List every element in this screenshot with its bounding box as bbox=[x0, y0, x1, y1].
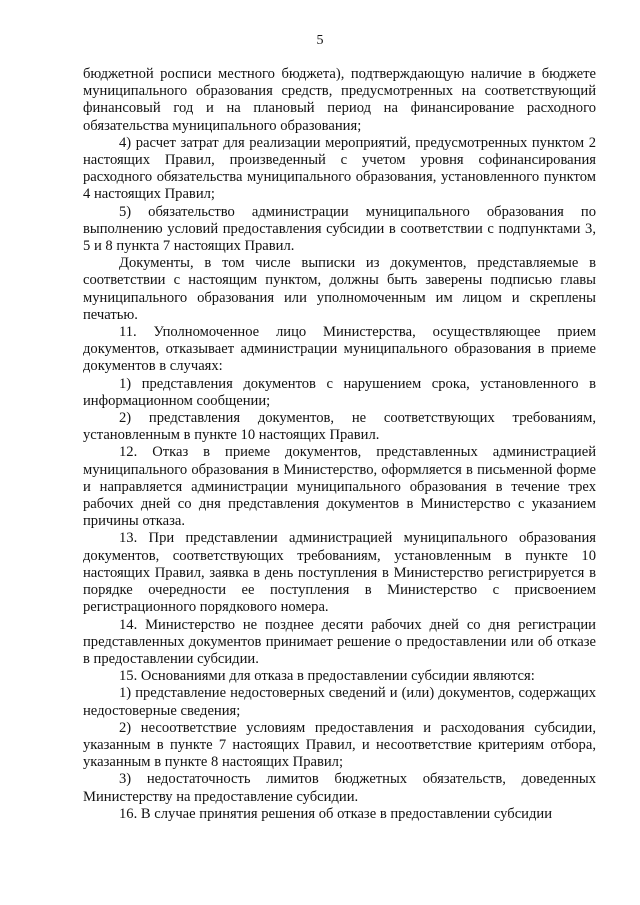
paragraph-15-item-3: 3) недостаточность лимитов бюджетных обязательств, доведенных Министерству на предоставление субсидии. bbox=[83, 771, 596, 805]
paragraph-14: 14. Министерство не позднее десяти рабочих дней со дня регистрации представленных документов принимает решение о предоставлении или об отказе в предоставлении субсидии. bbox=[83, 616, 596, 667]
page-number: 5 bbox=[316, 33, 324, 48]
paragraph-15: 15. Основаниями для отказа в предоставлении субсидии являются: bbox=[119, 668, 535, 685]
paragraph-16: 16. В случае принятия решения об отказе в предоставлении субсидии bbox=[119, 805, 553, 822]
paragraph-15-item-1: 1) представление недостоверных сведений и (или) документов, содержащих недостоверные сведения; bbox=[83, 685, 596, 719]
paragraph-11: 11. Уполномоченное лицо Министерства, осуществляющее прием документов, отказывает администрации муниципального образования в приеме документов в случаях: bbox=[83, 324, 596, 375]
paragraph-15-item-2: 2) несоответствие условиям предоставления и расходования субсидии, указанным в пункте 7 настоящих Правил, и несоответствие критериям отбора, указанным в пункте 8 настоящих Правил; bbox=[83, 719, 596, 771]
paragraph-13: 13. При представлении администрацией муниципального образования документов, соответствующих требованиям, установленным в пункте 10 настоящих Правил, заявка в день поступления в Министерство регистрируется в порядке очередности ее поступления в Министерство с присвоением регистрационного порядкового номера. bbox=[83, 530, 596, 616]
paragraph-documents-certification: Документы, в том числе выписки из документов, представляемые в соответствии с настоящим пунктом, должны быть заверены подписью главы муниципального образования или уполномоченным им лицом и скреплены печатью. bbox=[83, 255, 596, 323]
paragraph-11-item-2: 2) представления документов, не соответствующих требованиям, установленным в пункте 10 настоящих Правил. bbox=[83, 410, 596, 444]
paragraph-item-4: 4) расчет затрат для реализации мероприятий, предусмотренных пунктом 2 настоящих Правил, произведенный с учетом уровня софинансирования расходного обязательства муниципального образования, установленного пунктом 4 настоящих Правил; bbox=[83, 134, 596, 203]
paragraph-item-5: 5) обязательство администрации муниципального образования по выполнению условий предоставления субсидии в соответствии с подпунктами 3, 5 и 8 пункта 7 настоящих Правил. bbox=[83, 203, 596, 255]
document-body bbox=[83, 66, 596, 823]
paragraph-12: 12. Отказ в приеме документов, представленных администрацией муниципального образования в Министерство, оформляется в письменной форме и направляется администрации муниципального образования в течение трех рабочих дней со дня представления документов в Министерство с указанием причины отказа. bbox=[83, 444, 596, 530]
paragraph-11-item-1: 1) представления документов с нарушением срока, установленного в информационном сообщении; bbox=[83, 375, 596, 409]
paragraph-continuation: бюджетной росписи местного бюджета), подтверждающую наличие в бюджете муниципального образования средств, предусмотренных на соответствующий финансовый год и на плановый период на финансирование расходного обязательства муниципального образования; bbox=[83, 66, 596, 134]
